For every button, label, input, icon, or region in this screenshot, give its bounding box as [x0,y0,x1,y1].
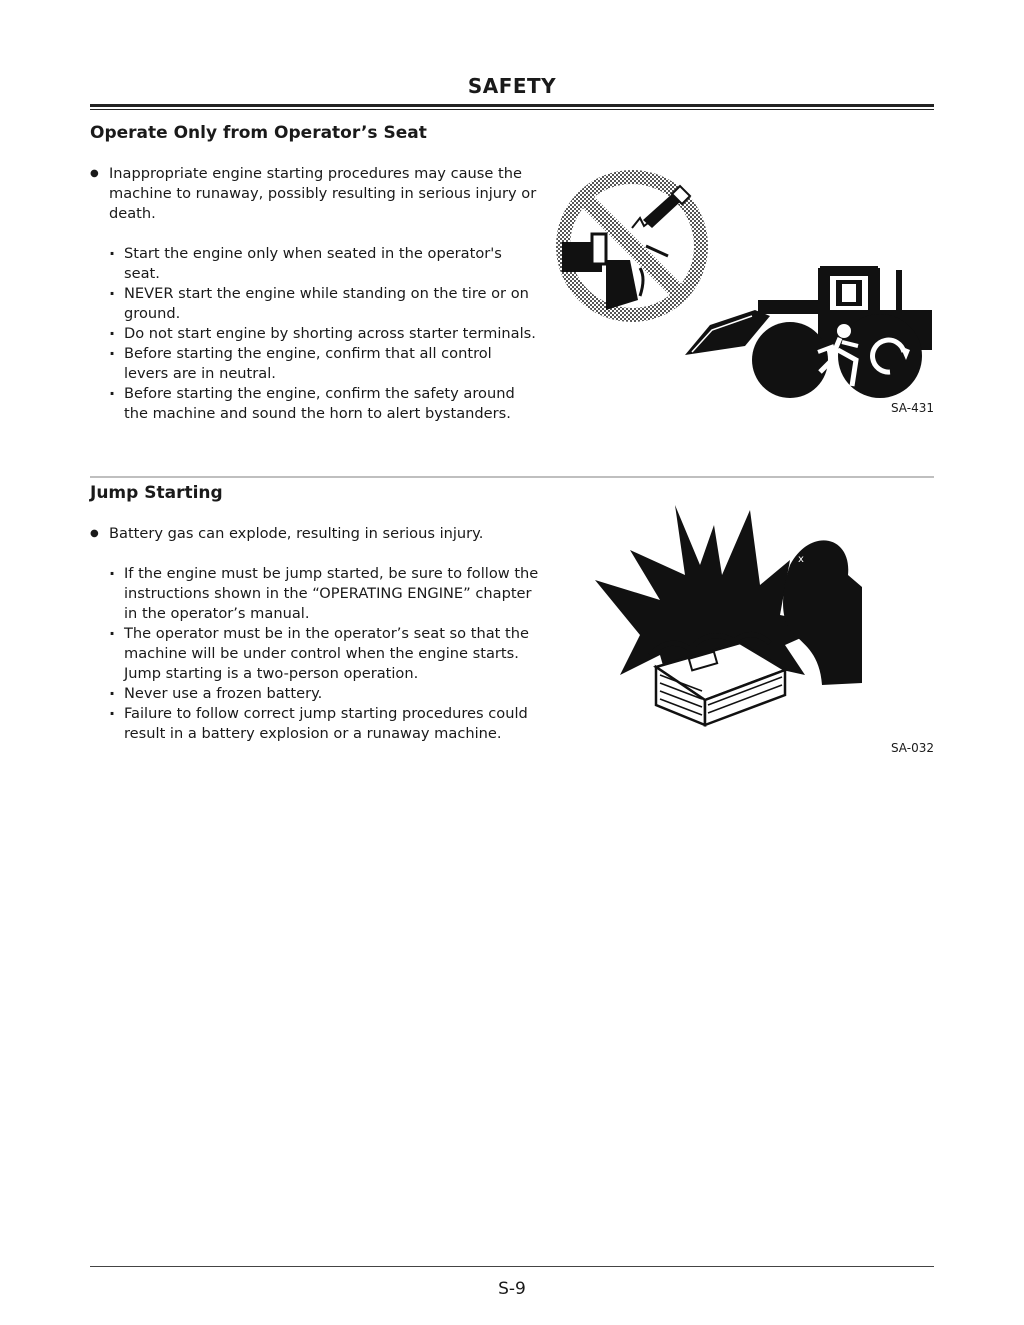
section-divider [90,476,934,478]
list-item: · Before starting the engine, confirm that all control levers are in neutral. [90,344,540,384]
section-title-operator-seat: Operate Only from Operator’s Seat [90,123,427,143]
main-bullet: ● Inappropriate engine starting procedures may cause the machine to runaway, possibly resulting in serious injury or death. [90,164,540,224]
list-item: · Start the engine only when seated in the operator's seat. [90,244,540,284]
page-number: S-9 [498,1279,526,1299]
battery-explosion-illustration [590,505,880,730]
list-item: · If the engine must be jump started, be sure to follow the instructions shown in the “OPERATING ENGINE” chapter in the operator’s manual. [90,564,540,624]
page-header-title: SAFETY [467,74,557,98]
svg-text:x: x [798,554,804,565]
figure-code: SA-032 [890,741,934,755]
footer-rule [90,1266,934,1267]
figure-code: SA-431 [890,401,934,415]
main-bullet: ● Battery gas can explode, resulting in serious injury. [90,524,540,544]
sub-list [90,564,540,744]
header-rule-thin [90,109,934,110]
list-item: · NEVER start the engine while standing on the tire or on ground. [90,284,540,324]
list-item: · Never use a frozen battery. [90,684,540,704]
list-item: · The operator must be in the operator’s seat so that the machine will be under control when the engine starts. Jump starting is a two-person operation. [90,624,540,684]
wheel-loader-icon [685,266,932,398]
header-rule [90,104,934,107]
list-item: · Before starting the engine, confirm the safety around the machine and sound the horn to alert bystanders. [90,384,540,424]
list-item: · Failure to follow correct jump starting procedures could result in a battery explosion or a runaway machine. [90,704,540,744]
section-title-jump-starting: Jump Starting [90,483,223,503]
section-body-operator-seat [90,164,540,424]
list-item: · Do not start engine by shorting across starter terminals. [90,324,540,344]
sub-list [90,244,540,424]
section-body-jump-starting [90,524,540,744]
runaway-loader-illustration [540,150,940,400]
